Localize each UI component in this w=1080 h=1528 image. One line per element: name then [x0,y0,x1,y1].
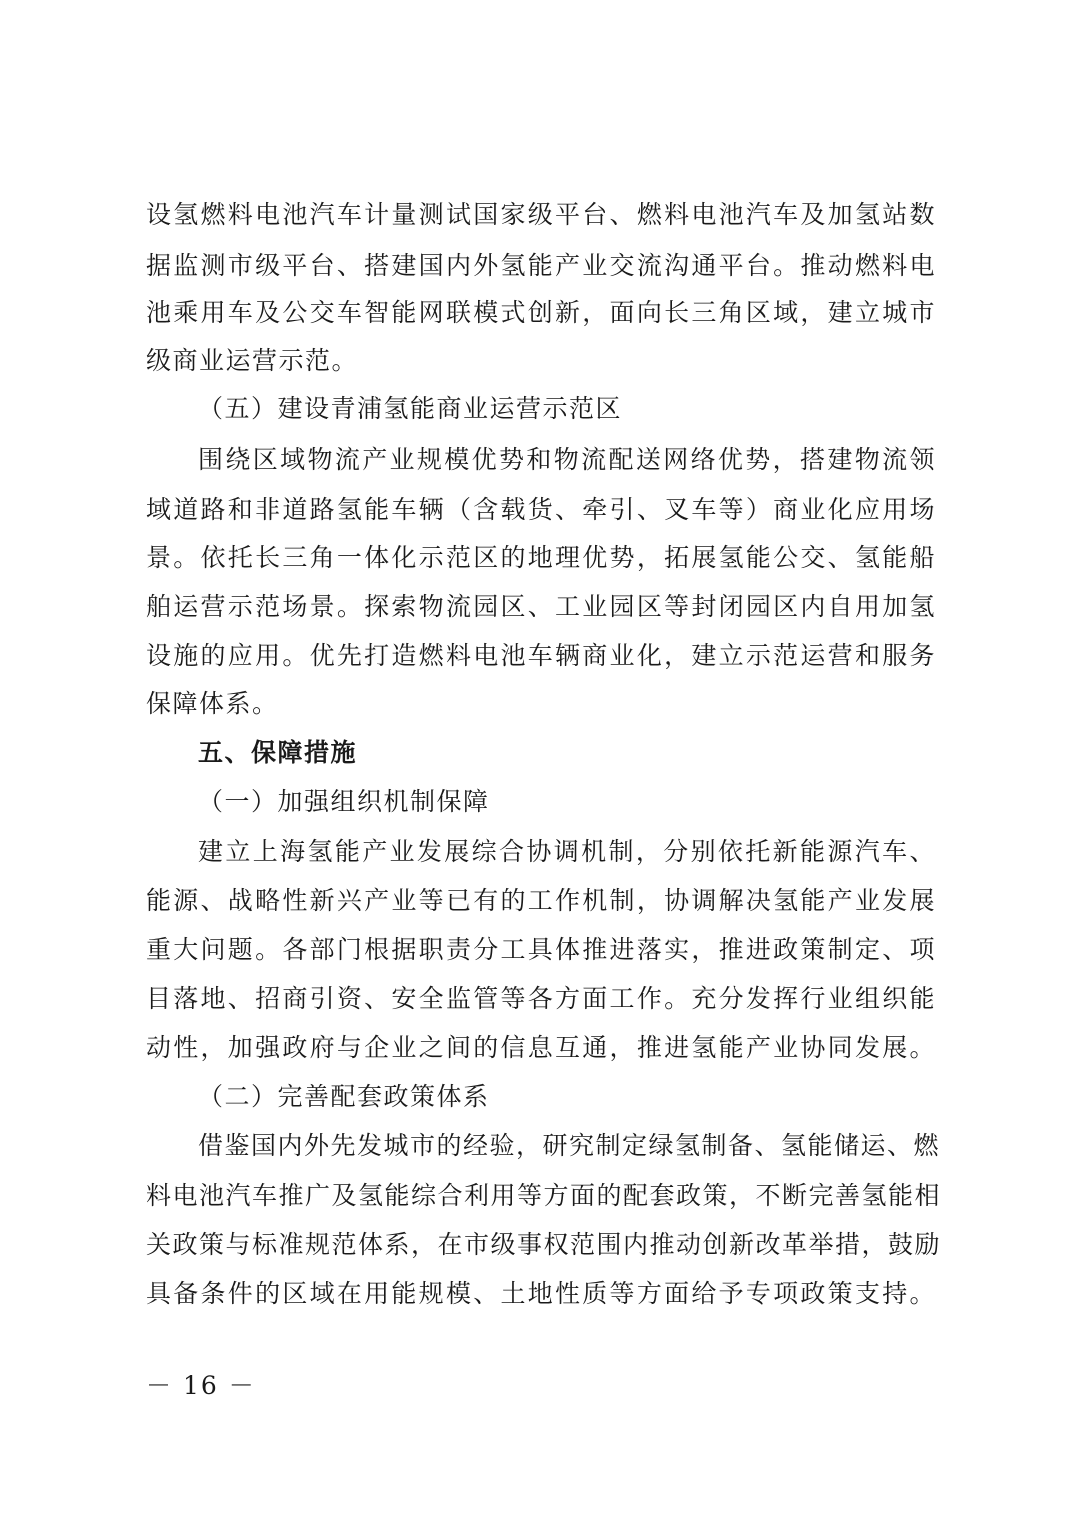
body-text-line: 料电池汽车推广及氢能综合利用等方面的配套政策，不断完善氢能相 [146,1181,942,1210]
body-text-line: 围绕区域物流产业规模优势和物流配送网络优势，搭建物流领 [198,445,936,474]
section-heading: （五）建设青浦氢能商业运营示范区 [198,394,623,423]
body-text-line: 建立上海氢能产业发展综合协调机制，分别依托新能源汽车、 [198,837,936,866]
body-text-line: 关政策与标准规范体系，在市级事权范围内推动创新改革举措，鼓励 [146,1230,942,1259]
body-text-line: 设氢燃料电池汽车计量测试国家级平台、燃料电池汽车及加氢站数 [146,200,936,229]
body-text-line: 设施的应用。优先打造燃料电池车辆商业化，建立示范运营和服务 [146,641,936,670]
page-number: － 16 － [146,1371,256,1400]
body-text-line: 借鉴国内外先发城市的经验，研究制定绿氢制备、氢能储运、燃 [198,1131,941,1160]
body-text-line: 舶运营示范场景。探索物流园区、工业园区等封闭园区内自用加氢 [146,592,936,621]
body-text-line: 景。依托长三角一体化示范区的地理优势，拓展氢能公交、氢能船 [146,543,936,572]
body-text-line: 重大问题。各部门根据职责分工具体推进落实，推进政策制定、项 [146,935,936,964]
body-text-line: 池乘用车及公交车智能网联模式创新，面向长三角区域，建立城市 [146,298,936,327]
chapter-heading: 五、保障措施 [198,738,358,767]
body-text-line: 据监测市级平台、搭建国内外氢能产业交流沟通平台。推动燃料电 [146,251,936,280]
body-text-line: 具备条件的区域在用能规模、土地性质等方面给予专项政策支持。 [146,1279,936,1308]
body-text-line: 级商业运营示范。 [146,346,359,375]
section-heading: （一）加强组织机制保障 [198,787,490,816]
section-heading: （二）完善配套政策体系 [198,1082,490,1111]
body-text-line: 能源、战略性新兴产业等已有的工作机制，协调解决氢能产业发展 [146,886,936,915]
body-text-line: 动性，加强政府与企业之间的信息互通，推进氢能产业协同发展。 [146,1033,936,1062]
body-text-line: 域道路和非道路氢能车辆（含载货、牵引、叉车等）商业化应用场 [146,495,936,524]
body-text-line: 目落地、招商引资、安全监管等各方面工作。充分发挥行业组织能 [146,984,936,1013]
body-text-line: 保障体系。 [146,689,279,718]
